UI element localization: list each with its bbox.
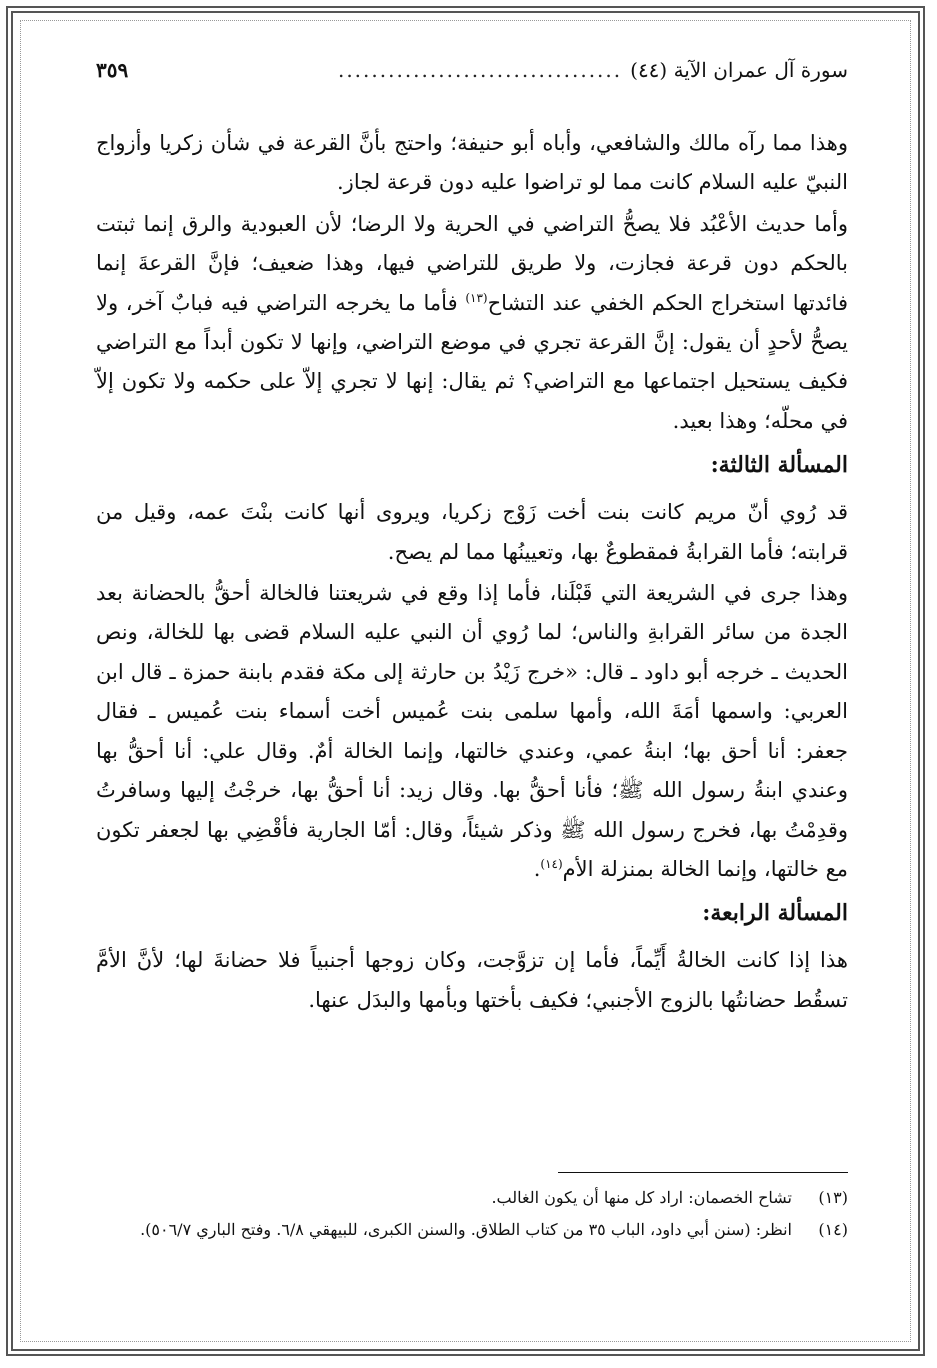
- footnote-ref[interactable]: (١٣): [465, 290, 488, 305]
- footnote-number: (١٣): [818, 1188, 848, 1207]
- footnote-number: (١٤): [818, 1220, 848, 1239]
- footnote-ref[interactable]: (١٤): [540, 856, 563, 871]
- main-text: [96, 124, 848, 1020]
- footnote-divider: [558, 1172, 848, 1173]
- paragraph: هذا إذا كانت الخالةُ أَيِّماً، فأما إن تزوَّجت، وكان زوجها أجنبياً فلا حضانةَ لها؛ لأنَّ الأمَّ تسقُط حضانتُها بالزوج الأجنبي؛ فكيف بأختها وبأمها والبدَل عنها.: [96, 948, 848, 1012]
- paragraph-text: .: [533, 856, 541, 881]
- paragraph: [96, 574, 848, 889]
- footnote-item: [96, 1185, 848, 1211]
- footnote-text: تشاح الخصمان: اراد كل منها أن يكون الغالب.: [491, 1188, 792, 1207]
- paragraph: وهذا مما رآه مالك والشافعي، وأباه أبو حنيفة؛ واحتج بأنَّ القرعة في شأن زكريا وأزواج النبيّ عليه السلام كانت مما لو تراضوا عليه دون قرعة لجاز.: [96, 131, 848, 195]
- paragraph-text: وهذا جرى في الشريعة التي قَبْلَنا، فأما إذا وقع في شريعتنا فالخالة أحقُّ بالحضانة بعد الجدة من سائر القرابةِ والناس؛ لما رُوي أن النبي عليه السلام قضى بها للخالة، ونص الحديث ـ خرجه أبو داود ـ قال: «خرج زَيْدُ بن حارثة إلى مكة فقدم بابنة حمزة ـ قال ابن العربي: واسمها أمَةَ الله، وأمها سلمى بنت عُميس أخت أسماء بنت عُميس ـ فقال جعفر: أنا أحق بها؛ ابنةُ عمي، وعندي خالتها، وإنما الخالة أمٌ. وقال علي: أنا أحقُّ بها وعندي ابنةُ رسول الله ﷺ؛ فأنا أحقُّ بها. وقال زيد: أنا أحقُّ بها، خرجْتُ إليها وسافرتُ وقدِمْتُ بها، فخرج رسول الله ﷺ وذكر شيئاً، وقال: أمّا الجارية فأقْضِي بها لجعفر تكون مع خالتها، وإنما الخالة بمنزلة الأم: [96, 581, 849, 881]
- paragraph-text: فأما ما يخرجه التراضي فيه فبابٌ آخر، ولا يصحُّ لأحدٍ أن يقول: إنَّ القرعة تجري في موضع التراضي، وإنها لا تكون أبداً مع التراضي فكيف يستحيل اجتماعها مع التراضي؟ ثم يقال: إنها لا تجري إلاّ على حكمه ولا تكون إلاّ في محلّه؛ وهذا بعيد.: [96, 290, 848, 433]
- page-number: ٣٥٩: [96, 58, 129, 82]
- footnote-item: [96, 1217, 848, 1243]
- running-header: [96, 58, 848, 94]
- header-leader-dots: ..................................: [337, 58, 623, 82]
- section-heading: المسألة الرابعة:: [702, 900, 848, 927]
- surah-title: سورة آل عمران الآية (٤٤): [630, 58, 848, 82]
- footnotes: [96, 1172, 848, 1249]
- footnote-text: انظر: (سنن أبي داود، الباب ٣٥ من كتاب الطلاق. والسنن الكبرى، للبيهقي ٦/٨. وفتح الباري ٥٠٦/٧).: [140, 1220, 792, 1239]
- paragraph-text: وأما حديث الأعْبُد فلا يصحُّ التراضي في الحرية ولا الرضا؛ لأن العبودية والرق إنما ثبتت بالحكم دون قرعة فجازت، ولا طريق للتراضي فيها، وهذا ضعيف؛ فإنَّ القرعةَ إنما فائدتها استخراج الحكم الخفي عند التشاح: [96, 211, 848, 315]
- section-heading: المسألة الثالثة:: [710, 452, 848, 479]
- paragraph: قد رُوي أنّ مريم كانت بنت أخت زَوْج زكريا، ويروى أنها كانت بنْتَ عمه، وقيل من قرابته؛ فأما القرابةُ فمقطوعٌ بها، وتعيينُها مما لم يصح.: [96, 500, 848, 564]
- paragraph: [96, 205, 848, 441]
- page-content: [96, 58, 848, 1022]
